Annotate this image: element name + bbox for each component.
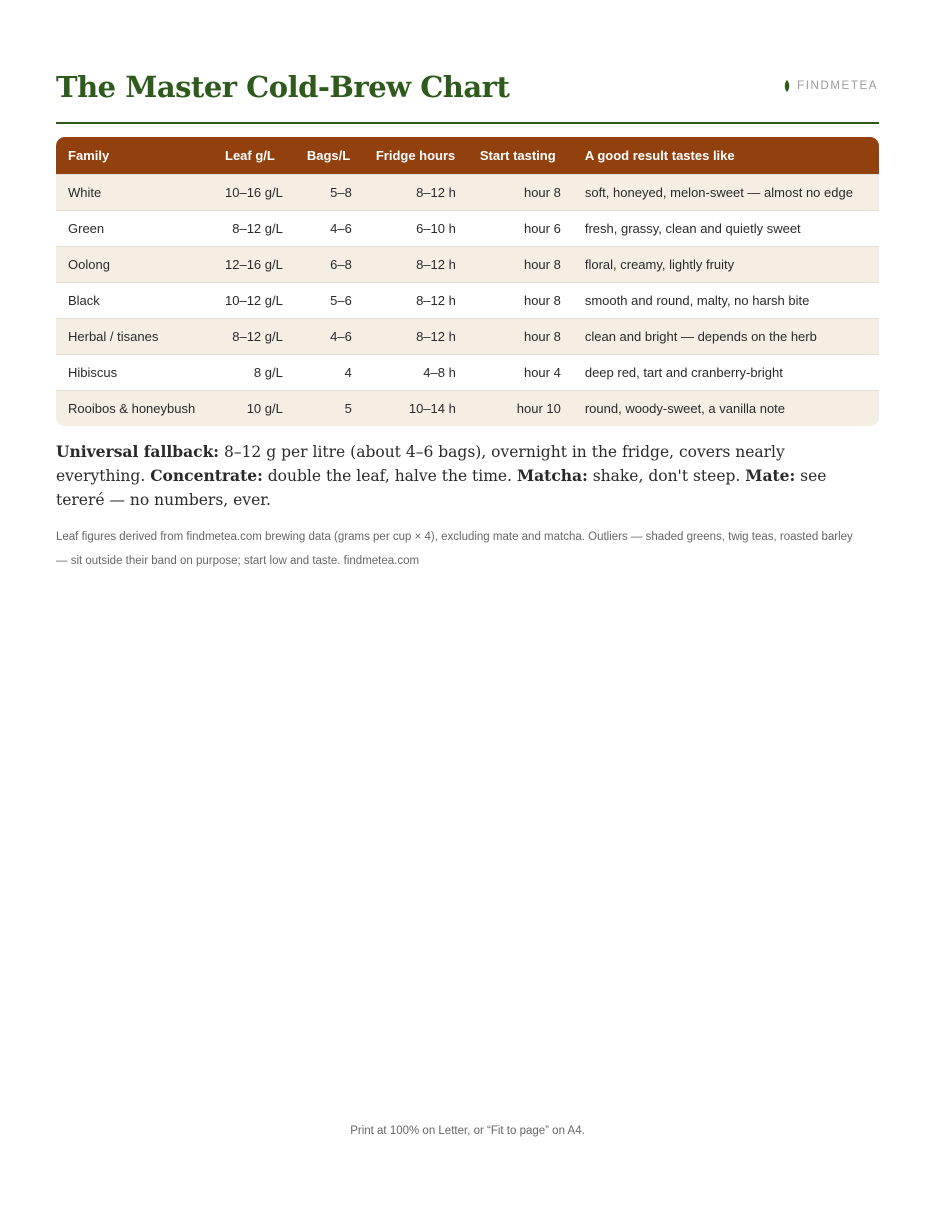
matcha-text: shake, don't steep. — [587, 467, 746, 485]
cell-tastes-like: soft, honeyed, melon-sweet — almost no edge — [573, 174, 879, 210]
cell-leaf: 8–12 g/L — [213, 318, 295, 354]
source-note: Leaf figures derived from findmetea.com brewing data (grams per cup × 4), excluding mate and matcha. Outliers — shaded greens, twig teas, roasted barley — sit outside their band on purpose; start low and taste. findmetea.com — [56, 531, 853, 567]
cell-family: Hibiscus — [56, 354, 213, 390]
mate-label: Mate: — [745, 466, 796, 485]
cell-bags: 5–6 — [295, 282, 364, 318]
cell-fridge-hours: 8–12 h — [364, 174, 468, 210]
cell-tastes-like: deep red, tart and cranberry-bright — [573, 354, 879, 390]
table-row — [56, 390, 879, 426]
cell-start-tasting: hour 4 — [468, 354, 573, 390]
cold-brew-table — [56, 137, 879, 426]
table-row — [56, 318, 879, 354]
cell-leaf: 10–16 g/L — [213, 174, 295, 210]
cell-tastes-like: floral, creamy, lightly fruity — [573, 246, 879, 282]
universal-fallback-text: 8–12 g per litre (about 4–6 bags), overnight in the fridge, covers nearly everything. — [56, 443, 785, 485]
column-header-fridge-hours: Fridge hours — [364, 137, 468, 174]
cell-fridge-hours: 6–10 h — [364, 210, 468, 246]
cell-family: Oolong — [56, 246, 213, 282]
cell-tastes-like: fresh, grassy, clean and quietly sweet — [573, 210, 879, 246]
cell-tastes-like: smooth and round, malty, no harsh bite — [573, 282, 879, 318]
cell-fridge-hours: 8–12 h — [364, 246, 468, 282]
concentrate-text: double the leaf, halve the time. — [262, 467, 517, 485]
cell-bags: 6–8 — [295, 246, 364, 282]
cell-family: Black — [56, 282, 213, 318]
leaf-icon — [783, 80, 791, 92]
cell-start-tasting: hour 6 — [468, 210, 573, 246]
column-header-start-tasting: Start tasting — [468, 137, 573, 174]
cell-leaf: 8–12 g/L — [213, 210, 295, 246]
cell-fridge-hours: 4–8 h — [364, 354, 468, 390]
cell-leaf: 12–16 g/L — [213, 246, 295, 282]
cell-family: Green — [56, 210, 213, 246]
cell-start-tasting: hour 8 — [468, 174, 573, 210]
cell-start-tasting: hour 8 — [468, 282, 573, 318]
table-row — [56, 282, 879, 318]
column-header-leaf: Leaf g/L — [213, 137, 295, 174]
table-row — [56, 174, 879, 210]
column-header-family: Family — [56, 137, 213, 174]
cell-start-tasting: hour 8 — [468, 318, 573, 354]
cell-family: White — [56, 174, 213, 210]
page-title: The Master Cold-Brew Chart — [56, 70, 510, 104]
cell-start-tasting: hour 8 — [468, 246, 573, 282]
column-header-bags: Bags/L — [295, 137, 364, 174]
cell-fridge-hours: 8–12 h — [364, 318, 468, 354]
cell-bags: 4 — [295, 354, 364, 390]
cell-bags: 5 — [295, 390, 364, 426]
cell-bags: 5–8 — [295, 174, 364, 210]
cell-start-tasting: hour 10 — [468, 390, 573, 426]
cell-tastes-like: round, woody-sweet, a vanilla note — [573, 390, 879, 426]
table-row — [56, 354, 879, 390]
fallback-paragraph — [56, 440, 856, 512]
cell-fridge-hours: 10–14 h — [364, 390, 468, 426]
matcha-label: Matcha: — [516, 466, 588, 485]
page-header — [56, 68, 879, 124]
cell-leaf: 8 g/L — [213, 354, 295, 390]
print-instructions: Print at 100% on Letter, or “Fit to page” on A4. — [350, 1125, 585, 1137]
brand-name: FINDMETEA — [797, 80, 878, 92]
cell-family: Rooibos & honeybush — [56, 390, 213, 426]
cell-bags: 4–6 — [295, 318, 364, 354]
mate-text: see tereré — no numbers, ever. — [56, 467, 827, 509]
table-header-row — [56, 137, 879, 174]
cell-family: Herbal / tisanes — [56, 318, 213, 354]
table-row — [56, 210, 879, 246]
cell-leaf: 10 g/L — [213, 390, 295, 426]
cell-tastes-like: clean and bright — depends on the herb — [573, 318, 879, 354]
concentrate-label: Concentrate: — [150, 466, 263, 485]
cell-fridge-hours: 8–12 h — [364, 282, 468, 318]
column-header-tastes-like: A good result tastes like — [573, 137, 879, 174]
brand — [783, 80, 878, 92]
cell-leaf: 10–12 g/L — [213, 282, 295, 318]
universal-fallback-label: Universal fallback: — [56, 442, 220, 461]
table-row — [56, 246, 879, 282]
cell-bags: 4–6 — [295, 210, 364, 246]
